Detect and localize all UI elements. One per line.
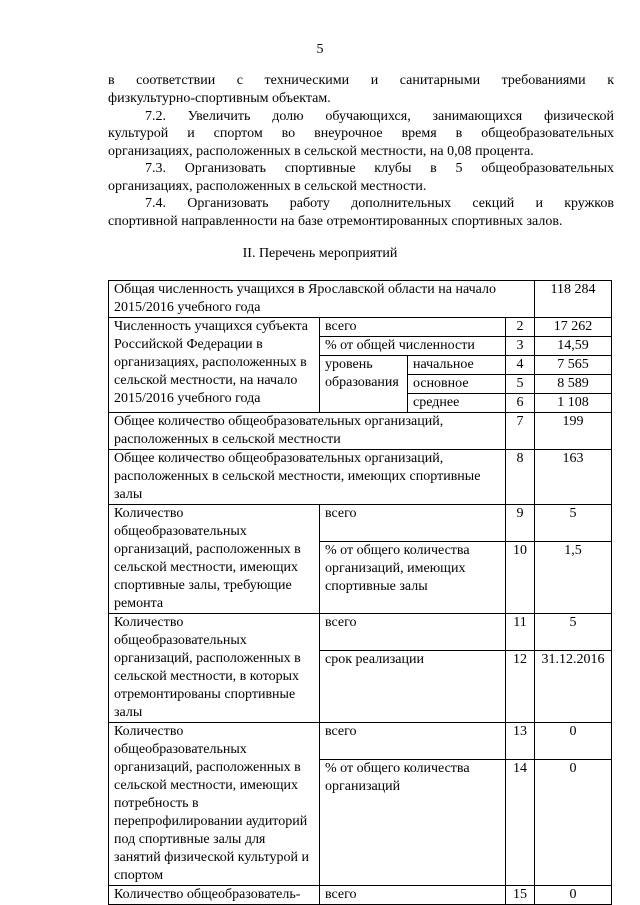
group-label: Количество общеобразователь- — [109, 886, 320, 905]
row-value: 199 — [535, 413, 612, 450]
row-label: основное — [408, 375, 506, 394]
row-number: 8 — [506, 450, 535, 505]
table-row — [109, 723, 612, 760]
row-label: Общее количество общеобразовательных организаций, расположенных в сельской местности, имеющих спортивные залы — [109, 450, 506, 505]
row-value: 163 — [535, 450, 612, 505]
row-label: всего — [320, 614, 506, 651]
row-number: 6 — [506, 394, 535, 413]
text-line: спортивной направленности на базе отремонтированных спортивных залов. — [108, 213, 563, 229]
row-number: 5 — [506, 375, 535, 394]
text-line: физкультурно-спортивным объектам. — [108, 90, 331, 106]
row-value: 5 — [535, 505, 612, 542]
row-number: 15 — [506, 886, 535, 905]
paragraph-7-2 — [108, 108, 614, 161]
text-line: в соответствии с техническими и санитарными требованиями к — [108, 73, 614, 88]
row-label: всего — [320, 318, 506, 337]
text-line: организациях, расположенных в сельской местности. — [108, 178, 427, 194]
table-row — [109, 450, 612, 505]
row-label: Общее количество общеобразовательных организаций, расположенных в сельской местности — [109, 413, 506, 450]
paragraph-7-3 — [108, 160, 614, 195]
table-row — [109, 505, 612, 542]
row-value: 0 — [535, 760, 612, 886]
row-value: 31.12.2016 — [535, 651, 612, 723]
row-number: 14 — [506, 760, 535, 886]
table-row — [109, 413, 612, 450]
measures-table — [108, 280, 612, 905]
row-label: % от общего количества организаций, имеющих спортивные залы — [320, 542, 506, 614]
row-label: всего — [320, 886, 506, 905]
table-row — [109, 281, 612, 318]
row-value: 14,59 — [535, 337, 612, 356]
paragraph-7-4 — [108, 195, 614, 230]
page-number: 5 — [316, 42, 324, 57]
section-title: II. Перечень мероприятий — [242, 246, 398, 261]
text-line: 7.2. Увеличить долю обучающихся, занимающихся физической — [145, 108, 614, 124]
row-number: 11 — [506, 614, 535, 651]
table-row — [109, 886, 612, 905]
row-number: 12 — [506, 651, 535, 723]
level-label: уровень образования — [320, 356, 408, 413]
text-line: 7.4. Организовать работу дополнительных секций и кружков — [145, 196, 614, 211]
group-label: Численность учащихся субъекта Российской Федерации в организациях, расположенных в сельской местности, на начало 2015/2016 учебного года — [109, 318, 320, 413]
row-label: среднее — [408, 394, 506, 413]
group-label: Количество общеобразовательных организаций, расположенных в сельской местности, имеющих потребность в перепрофилировании аудиторий под спортивные залы для занятий физической культурой и спортом — [109, 723, 320, 886]
text-line: 7.3. Организовать спортивные клубы в 5 общеобразовательных — [145, 161, 614, 176]
group-label: Количество общеобразовательных организаций, расположенных в сельской местности, в которых отремонтированы спортивные залы — [109, 614, 320, 723]
text-line: организациях, расположенных в сельской местности, на 0,08 процента. — [108, 143, 534, 159]
row-label: начальное — [408, 356, 506, 375]
row-number: 7 — [506, 413, 535, 450]
row-value: 0 — [535, 723, 612, 760]
row-label: всего — [320, 505, 506, 542]
row-value: 5 — [535, 614, 612, 651]
text-line: культурой и спортом во внеурочное время в общеобразовательных — [108, 126, 614, 142]
row-number: 4 — [506, 356, 535, 375]
row-value: 8 589 — [535, 375, 612, 394]
table-row — [109, 318, 612, 337]
paragraph-7-1-continuation — [108, 72, 614, 107]
row-label: % от общей численности — [320, 337, 506, 356]
row-label: Общая численность учащихся в Ярославской области на начало 2015/2016 учебного года — [109, 281, 535, 318]
row-value: 0 — [535, 886, 612, 905]
row-value: 7 565 — [535, 356, 612, 375]
row-number: 2 — [506, 318, 535, 337]
group-label: Количество общеобразовательных организаций, расположенных в сельской местности, имеющих спортивные залы, требующие ремонта — [109, 505, 320, 614]
row-number: 10 — [506, 542, 535, 614]
row-label: % от общего количества организаций — [320, 760, 506, 886]
row-number: 3 — [506, 337, 535, 356]
row-label: срок реализации — [320, 651, 506, 723]
table-row — [109, 614, 612, 651]
row-value: 17 262 — [535, 318, 612, 337]
row-value: 1 108 — [535, 394, 612, 413]
row-number: 9 — [506, 505, 535, 542]
row-value: 118 284 — [535, 281, 612, 318]
row-label: всего — [320, 723, 506, 760]
row-value: 1,5 — [535, 542, 612, 614]
row-number: 13 — [506, 723, 535, 760]
